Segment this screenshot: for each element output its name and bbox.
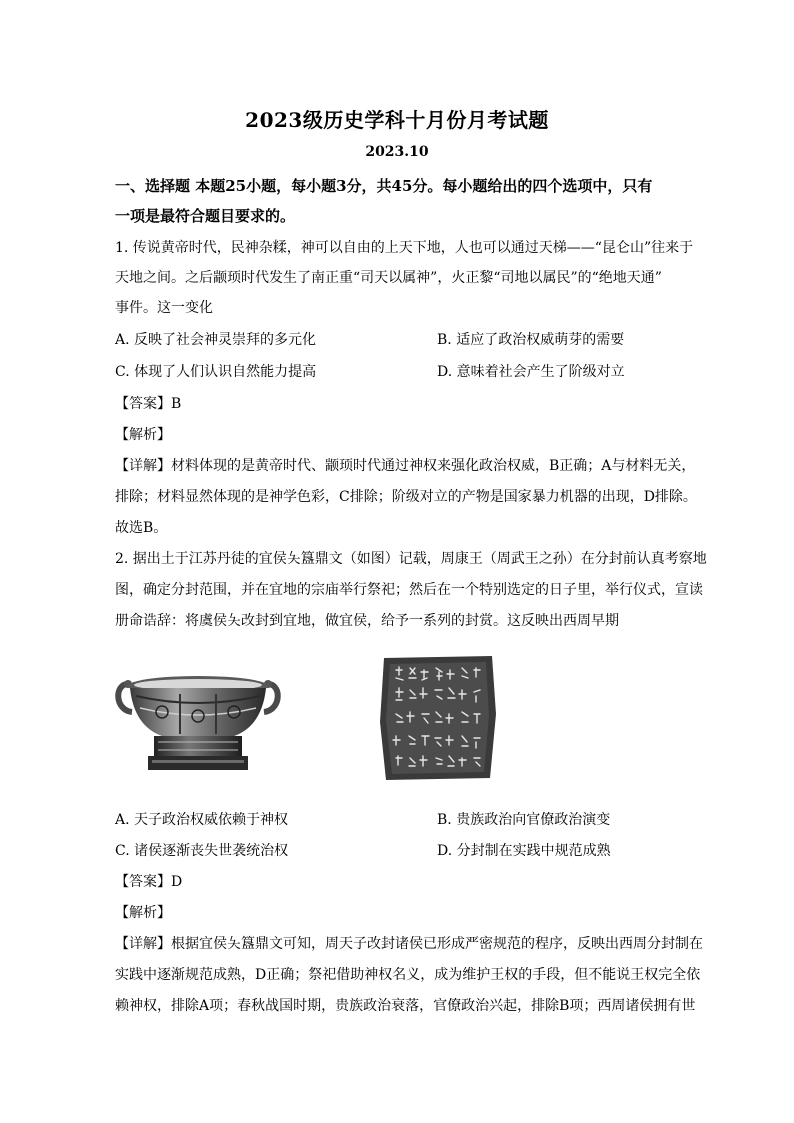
q2-detail-line2: 实践中逐渐规范成熟，D正确；祭祀借助神权名义，成为维护王权的手段，但不能说王权完全依 — [115, 967, 701, 983]
q2-option-d: D. 分封制在实践中规范成熟 — [437, 843, 611, 859]
q1-answer: 【答案】B — [115, 396, 182, 412]
section-heading-line2: 一项是最符合题目要求的。 — [115, 207, 296, 225]
q2-analysis-label: 【解析】 — [115, 905, 171, 921]
section-heading-line1: 一、选择题 本题25小题，每小题3分，共45分。每小题给出的四个选项中，只有 — [115, 177, 653, 195]
q2-stem-line2: 图，确定分封范围，并在宜地的宗庙举行祭祀；然后在一个特别选定的日子里，举行仪式，宣读 — [115, 582, 703, 598]
q1-stem-line3: 事件。这一变化 — [115, 300, 213, 316]
q2-option-a: A. 天子政治权威依赖于神权 — [115, 812, 289, 828]
q1-option-a: A. 反映了社会神灵崇拜的多元化 — [115, 332, 317, 348]
q1-detail-line3: 故选B。 — [115, 520, 168, 536]
page-title: 2023级历史学科十月份月考试题 — [245, 108, 549, 132]
bronze-vessel-image — [112, 664, 284, 776]
q1-detail-line2: 排除；材料显然体现的是神学色彩，C排除；阶级对立的产物是国家暴力机器的出现，D排除。 — [115, 489, 697, 505]
q2-stem-line1: 2. 据出土于江苏丹徒的宜侯夨簋鼎文（如图）记载，周康王（周武王之孙）在分封前认真考察地 — [115, 551, 707, 567]
q1-option-b: B. 适应了政治权威萌芽的需要 — [437, 332, 625, 348]
q1-stem-line1: 1. 传说黄帝时代，民神杂糅，神可以自由的上天下地，人也可以通过天梯——“昆仑山”往来于 — [115, 240, 694, 256]
q2-detail-line3: 赖神权，排除A项；春秋战国时期，贵族政治衰落，官僚政治兴起，排除B项；西周诸侯拥有世 — [115, 998, 696, 1014]
q1-analysis-label: 【解析】 — [115, 427, 171, 443]
q2-option-b: B. 贵族政治向官僚政治演变 — [437, 812, 611, 828]
q2-detail-line1: 【详解】根据宜侯夨簋鼎文可知，周天子改封诸侯已形成严密规范的程序，反映出西周分封制在 — [115, 936, 703, 952]
q1-stem-line2: 天地之间。之后颛顼时代发生了南正重“司天以属神”，火正黎“司地以属民”的“绝地天通” — [115, 270, 662, 286]
q1-option-d: D. 意味着社会产生了阶级对立 — [437, 364, 625, 380]
q1-detail-line1: 【详解】材料体现的是黄帝时代、颛顼时代通过神权来强化政治权威，B正确；A与材料无关， — [115, 458, 696, 474]
inscription-rubbing-image — [376, 652, 500, 784]
exam-date: 2023.10 — [365, 144, 429, 160]
q1-option-c: C. 体现了人们认识自然能力提高 — [115, 364, 317, 380]
q2-stem-line3: 册命诰辞：将虞侯夨改封到宜地，做宜侯，给予一系列的封赏。这反映出西周早期 — [115, 613, 619, 629]
q2-option-c: C. 诸侯逐渐丧失世袭统治权 — [115, 843, 289, 859]
q2-answer: 【答案】D — [115, 874, 183, 890]
